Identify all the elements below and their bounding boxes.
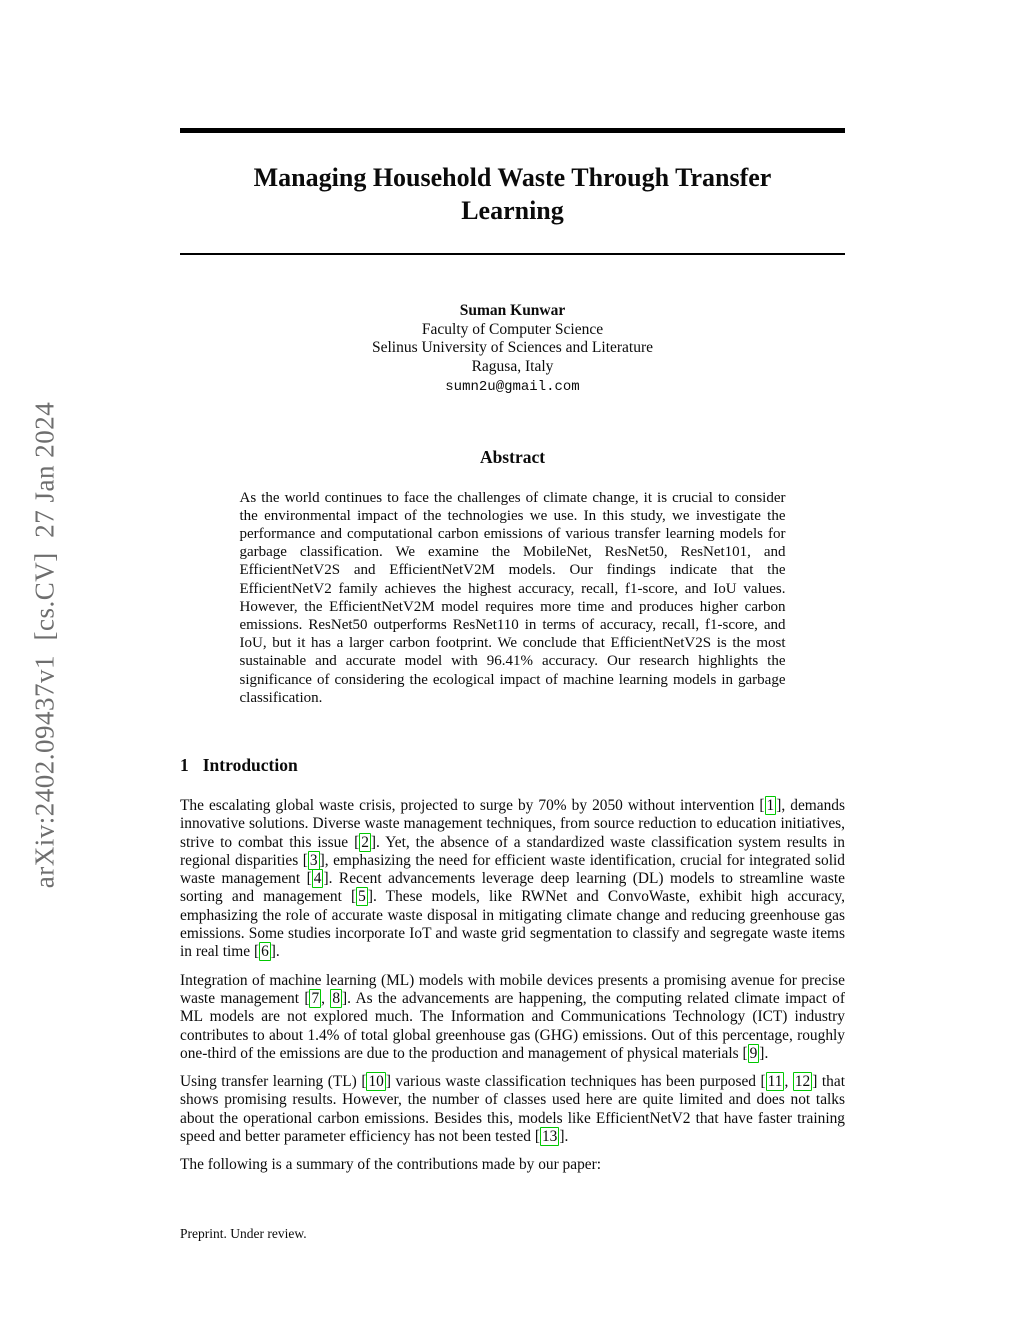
author-affiliation-line: Selinus University of Sciences and Literature [371, 339, 654, 356]
page-title: Managing Household Waste Through Transfer Learning [253, 163, 772, 225]
citation-number[interactable]: 9 [749, 1044, 758, 1062]
citation-number[interactable]: 11 [767, 1073, 783, 1091]
citation-number[interactable]: 3 [309, 851, 318, 869]
abstract-heading: Abstract [479, 446, 546, 467]
citation-number[interactable]: 12 [794, 1073, 811, 1091]
citation-link[interactable]: [ 13 ] [534, 1127, 565, 1145]
title-rule-bottom [180, 253, 845, 255]
abstract-text: As the world continues to face the challenges of climate change, it is crucial to consider the environmental impact of the technologies we use. In this study, we investigate the performance and computational carbon emissions of various transfer learning models for garbage classification. We examine the MobileNet, ResNet50, ResNet101, and EfficientNetV2S and EfficientNetV2M models. Our findings indicate that the EfficientNetV2 family achieves the highest accuracy, recall, f1-score, and IoU values. However, the EfficientNetV2M model requires more time and produces higher carbon emissions. ResNet50 outperforms ResNet110 in terms of accuracy, recall, f1-score, and IoU, but it has a larger carbon footprint. We conclude that EfficientNetV2S is the most sustainable and accurate model with 96.41% accuracy. Our research highlights the significance of considering the ecological impact of machine learning models in garbage classification. [239, 489, 786, 706]
section-number: 1 [180, 754, 189, 775]
citation-link[interactable]: [ 4 ] [306, 870, 329, 888]
citation-link[interactable]: [ 6 ] [253, 943, 276, 961]
footer-preprint-note: Preprint. Under review. [180, 1226, 307, 1241]
citation-number[interactable]: 8 [332, 989, 341, 1007]
citation-link[interactable]: [ 9 ] [742, 1044, 765, 1062]
citation-number[interactable]: 4 [313, 870, 322, 888]
citation-number[interactable]: 6 [261, 943, 269, 961]
citation-link[interactable]: [ 7 , 8 ] [304, 989, 348, 1007]
paper-content [180, 0, 845, 1175]
citation-link[interactable]: [ 10 ] [361, 1073, 391, 1091]
citation-link[interactable]: [ 3 ] [302, 851, 325, 869]
citation-number[interactable]: 13 [541, 1127, 558, 1145]
paragraph: Using transfer learning (TL) [ 10 ] various waste classification techniques has been purposed [ 11 , 12 ] that shows promising results. However, the number of classes used here are quite limited and does not talks about the operational carbon emissions. Besides this, models like EfficientNetV2 that have faster training speed and better parameter efficiency has not been tested [ 13 ]. [180, 1073, 845, 1145]
author-affiliation-line: Ragusa, Italy [471, 357, 554, 375]
section-heading-introduction [180, 755, 845, 776]
citation-number[interactable]: 10 [368, 1073, 384, 1091]
paragraph: Integration of machine learning (ML) models with mobile devices presents a promising avenue for precise waste management [ 7 , 8 ]. As the advancements are happening, the computing related climate impact of ML models are not explored much. The Information and Communications Technology (ICT) industry contributes to about 1.4% of total global greenhouse gas (GHG) emissions. Out of this percentage, roughly one-third of the emissions are due to the production and management of physical materials [ 9 ]. [180, 971, 845, 1062]
citation-number[interactable]: 7 [311, 989, 320, 1007]
paragraph: The escalating global waste crisis, projected to surge by 70% by 2050 without intervention [ 1 ], demands innovative solutions. Diverse waste management techniques, from source reduction to education initiatives, strive to combat this issue [ 2 ]. Yet, the absence of a standardized waste classification system results in regional disparities [ 3 ], emphasizing the need for efficient waste identification, crucial for integrated solid waste management [ 4 ]. Recent advancements leverage deep learning (DL) models to streamline waste sorting and management [ 5 ]. These models, like RWNet and ConvoWaste, exhibit high accuracy, emphasizing the role of accurate waste disposal in mitigating climate change and reducing greenhouse gas emissions. Some studies incorporate IoT and waste grid segmentation to classify and segregate waste items in real time [ 6 ]. [180, 796, 845, 961]
citation-number[interactable]: 5 [358, 888, 366, 906]
citation-link[interactable]: [ 5 ] [351, 888, 373, 906]
section-title: Introduction [202, 754, 298, 775]
arxiv-identifier-stamp: arXiv:2402.09437v1 [cs.CV] 27 Jan 2024 [29, 401, 60, 889]
citation-number[interactable]: 2 [361, 833, 369, 851]
author-affiliation-line: Faculty of Computer Science [421, 320, 604, 338]
citation-number[interactable]: 1 [766, 796, 775, 814]
author-block [180, 302, 845, 397]
title-rule-top [180, 128, 845, 133]
citation-link[interactable]: [ 11 , 12 ] [760, 1073, 818, 1091]
author-name: Suman Kunwar [459, 302, 566, 319]
citation-link[interactable]: [ 2 ] [354, 833, 377, 851]
paragraph: The following is a summary of the contributions made by our paper: [180, 1156, 602, 1174]
citation-link[interactable]: [ 1 ] [759, 796, 782, 814]
author-email: sumn2u@gmail.com [445, 379, 580, 395]
